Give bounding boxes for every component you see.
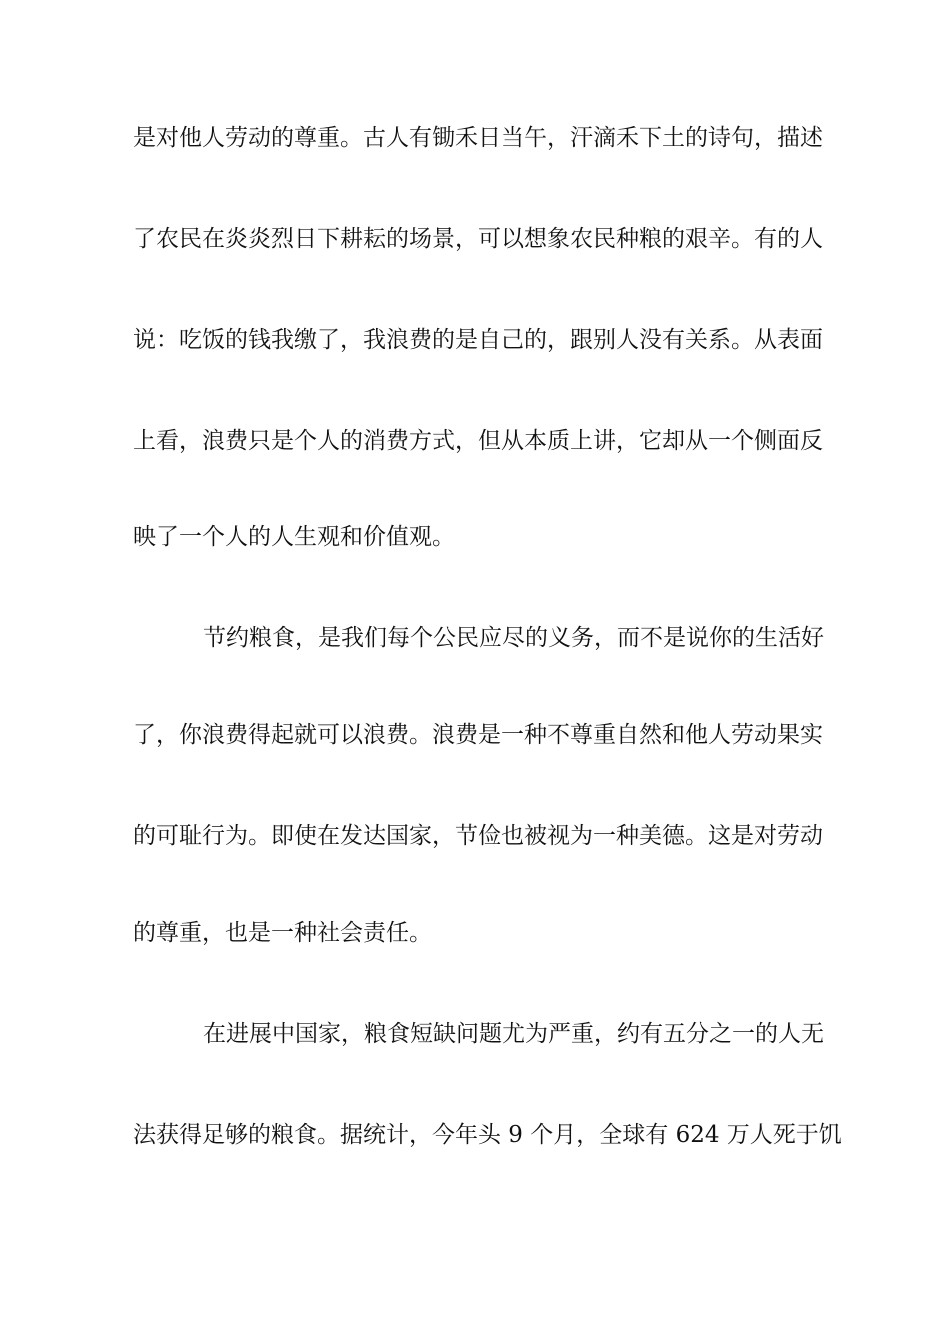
paragraph-2-line-2: 了，你浪费得起就可以浪费。浪费是一种不尊重自然和他人劳动果实 bbox=[133, 722, 823, 748]
paragraph-3-line-1: 在进展中国家，粮食短缺问题尤为严重，约有五分之一的人无 bbox=[203, 1021, 824, 1047]
paragraph-1-line-3: 说：吃饭的钱我缴了，我浪费的是自己的，跟别人没有关系。从表面 bbox=[133, 327, 823, 353]
paragraph-1-line-1: 是对他人劳动的尊重。古人有锄禾日当午，汗滴禾下土的诗句，描述 bbox=[133, 125, 823, 151]
paragraph-2-line-1: 节约粮食，是我们每个公民应尽的义务，而不是说你的生活好 bbox=[203, 625, 824, 651]
paragraph-1-line-4: 上看，浪费只是个人的消费方式，但从本质上讲，它却从一个侧面反 bbox=[133, 428, 823, 454]
paragraph-3-line-2: 法获得足够的粮食。据统计，今年头 9 个月，全球有 624 万人死于饥 bbox=[133, 1122, 842, 1148]
paragraph-1-line-2: 了农民在炎炎烈日下耕耘的场景，可以想象农民种粮的艰辛。有的人 bbox=[133, 226, 823, 252]
paragraph-2-line-3: 的可耻行为。即使在发达国家，节俭也被视为一种美德。这是对劳动 bbox=[133, 823, 823, 849]
paragraph-1-line-5: 映了一个人的人生观和价值观。 bbox=[133, 524, 455, 550]
paragraph-2-line-4: 的尊重，也是一种社会责任。 bbox=[133, 920, 432, 946]
